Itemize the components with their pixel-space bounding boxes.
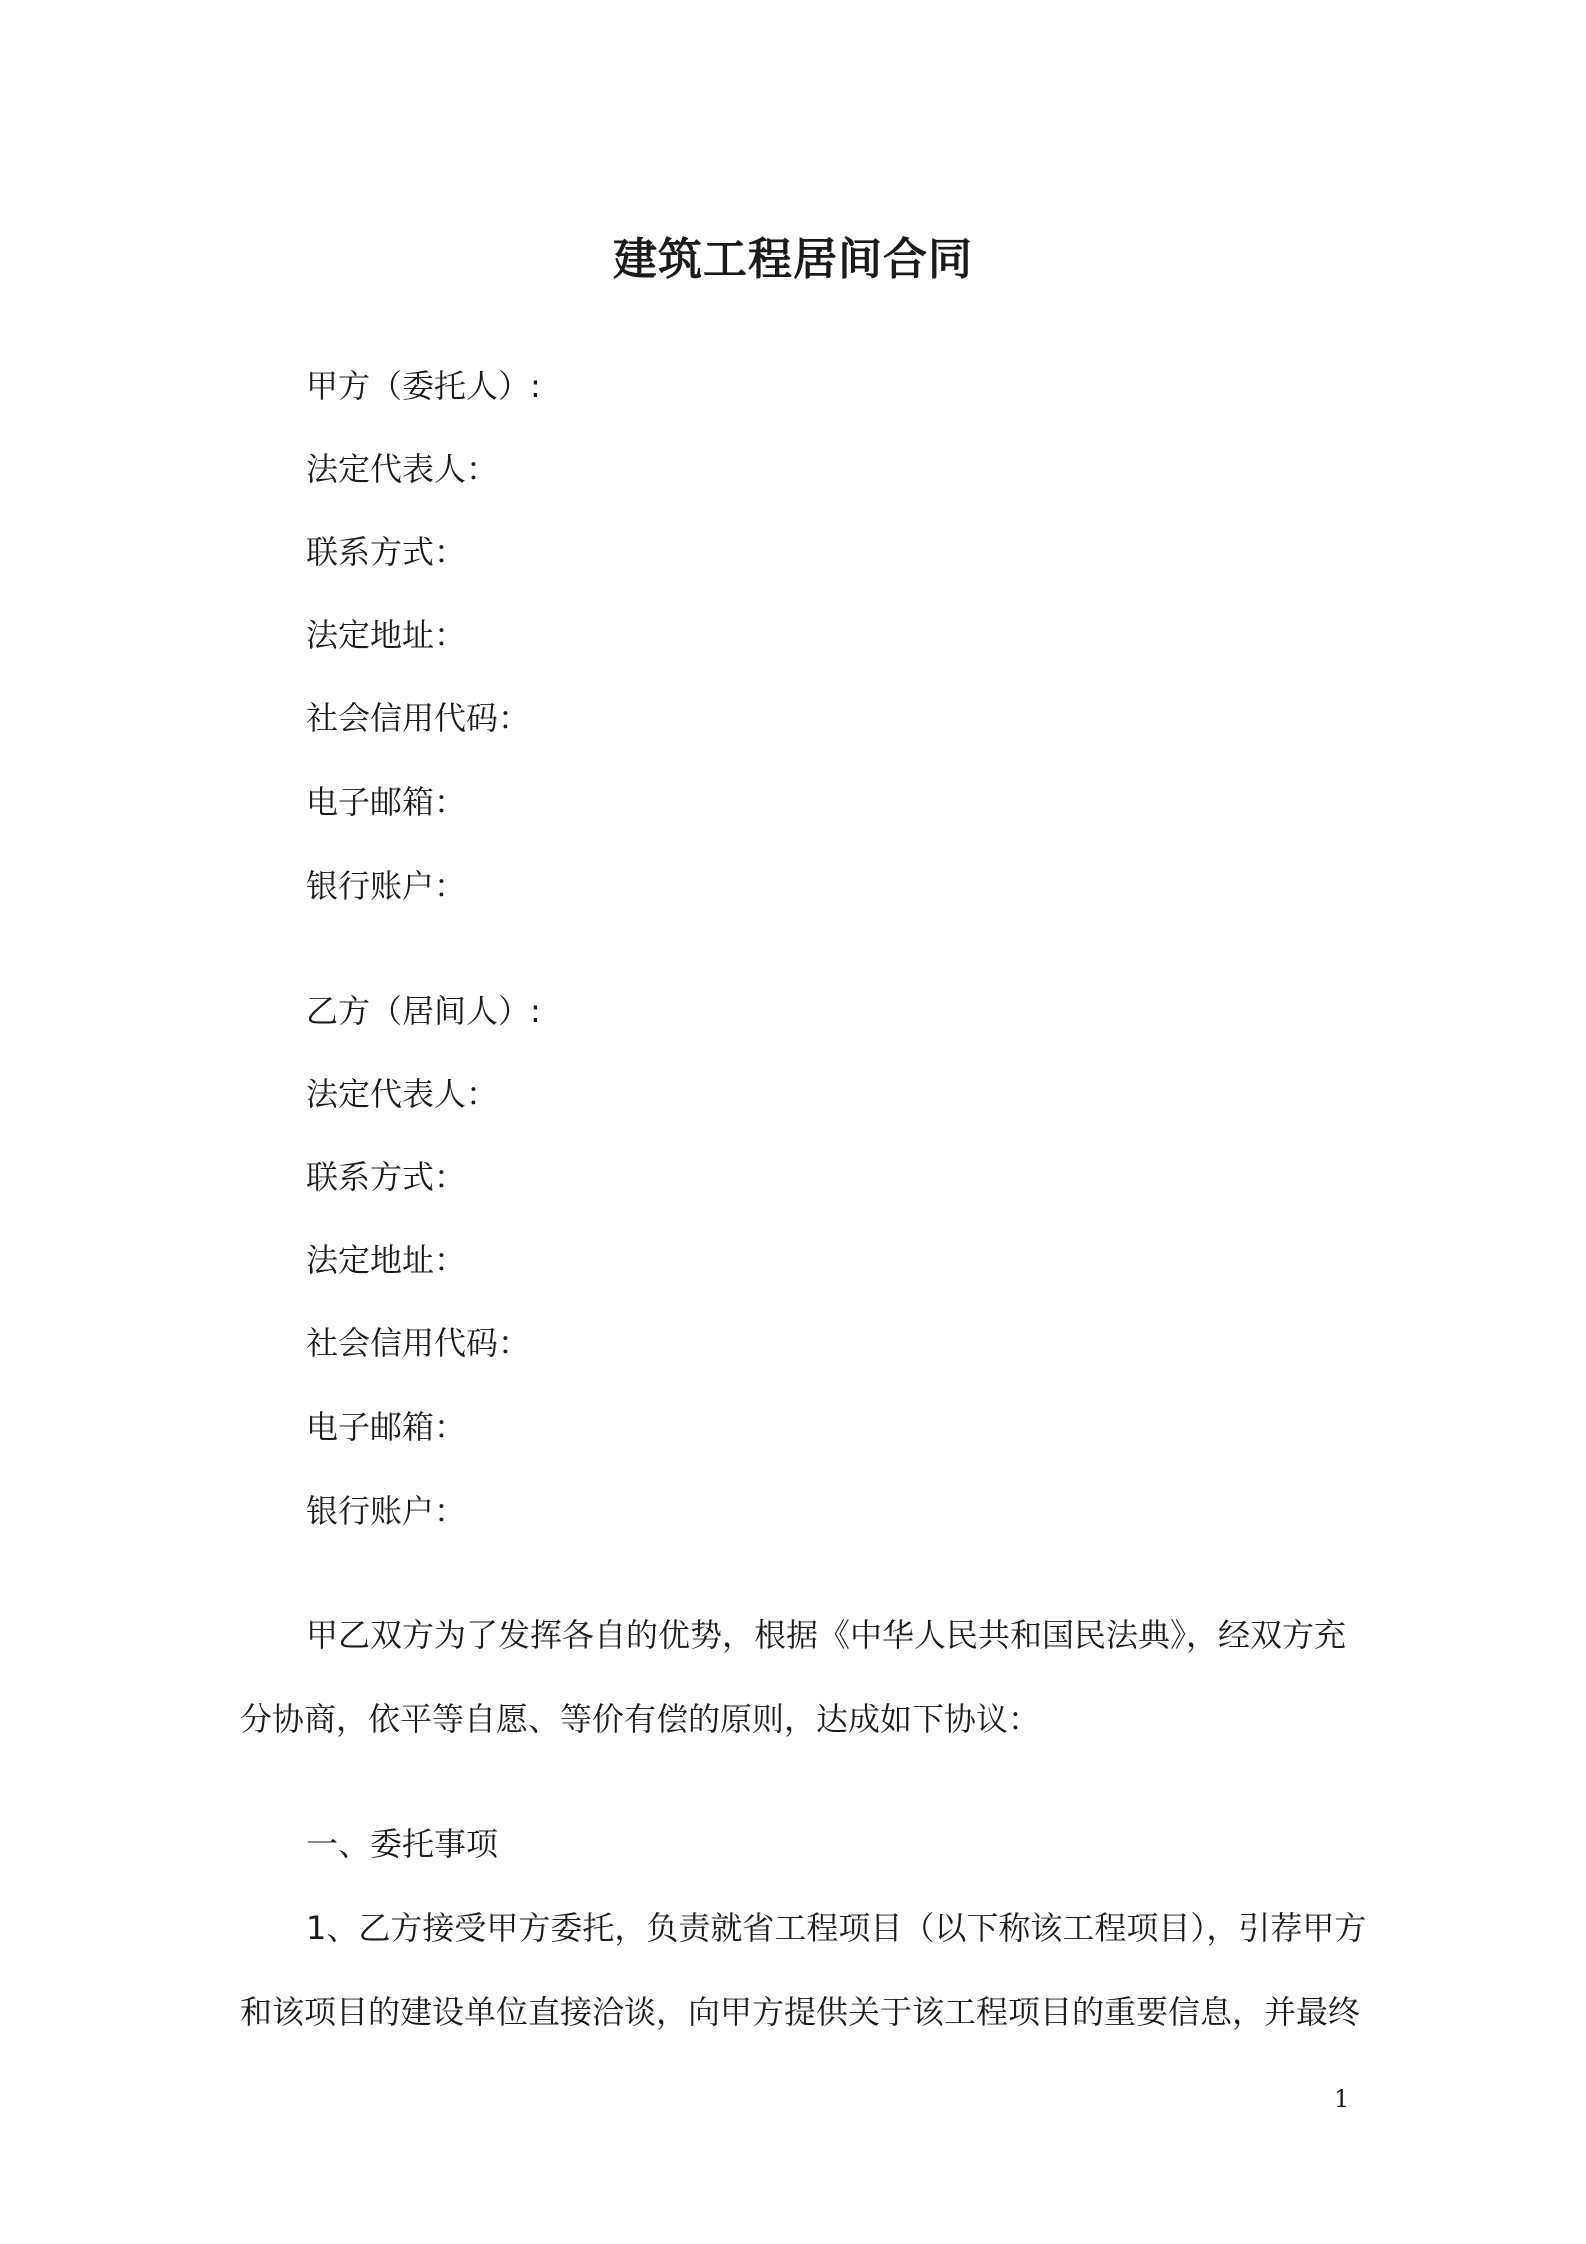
section-1-item-1-line-1 <box>240 1906 1367 1950</box>
party-b-email: 电子邮箱： <box>306 1408 467 1446</box>
party-a-bank-account: 银行账户： <box>306 867 467 905</box>
preamble-line-2: 分协商，依平等自愿、等价有偿的原则，达成如下协议： <box>240 1700 1041 1738</box>
party-a-heading: 甲方（委托人）: <box>306 367 541 405</box>
party-a-address: 法定地址： <box>306 616 467 654</box>
party-b-heading: 乙方（居间人）: <box>306 992 541 1030</box>
party-b-contact: 联系方式： <box>306 1158 467 1196</box>
party-a-contact: 联系方式： <box>306 533 467 571</box>
party-a-credit-code: 社会信用代码： <box>306 699 531 737</box>
party-b-credit-code: 社会信用代码： <box>306 1324 531 1362</box>
party-b-address: 法定地址： <box>306 1241 467 1279</box>
party-a-legal-representative: 法定代表人： <box>306 450 499 488</box>
preamble-text-1: 甲乙双方为了发挥各自的优势，根据《中华人民共和国民法典》，经双方充 <box>306 1616 1347 1654</box>
party-b-legal-representative: 法定代表人： <box>306 1075 499 1113</box>
section-1-item-1-text-1: 1、乙方接受甲方委托，负责就省工程项目（以下称该工程项目），引荐甲方 <box>306 1909 1367 1947</box>
section-1-heading: 一、委托事项 <box>306 1825 499 1863</box>
preamble-line-1 <box>240 1613 1352 1657</box>
party-a-email: 电子邮箱： <box>306 783 467 821</box>
page-number: 1 <box>1334 2085 1350 2113</box>
document-title: 建筑工程居间合同 <box>613 234 973 285</box>
party-b-bank-account: 银行账户： <box>306 1492 467 1530</box>
section-1-item-1-line-2: 和该项目的建设单位直接洽谈，向甲方提供关于该工程项目的重要信息，并最终 <box>240 1993 1361 2031</box>
